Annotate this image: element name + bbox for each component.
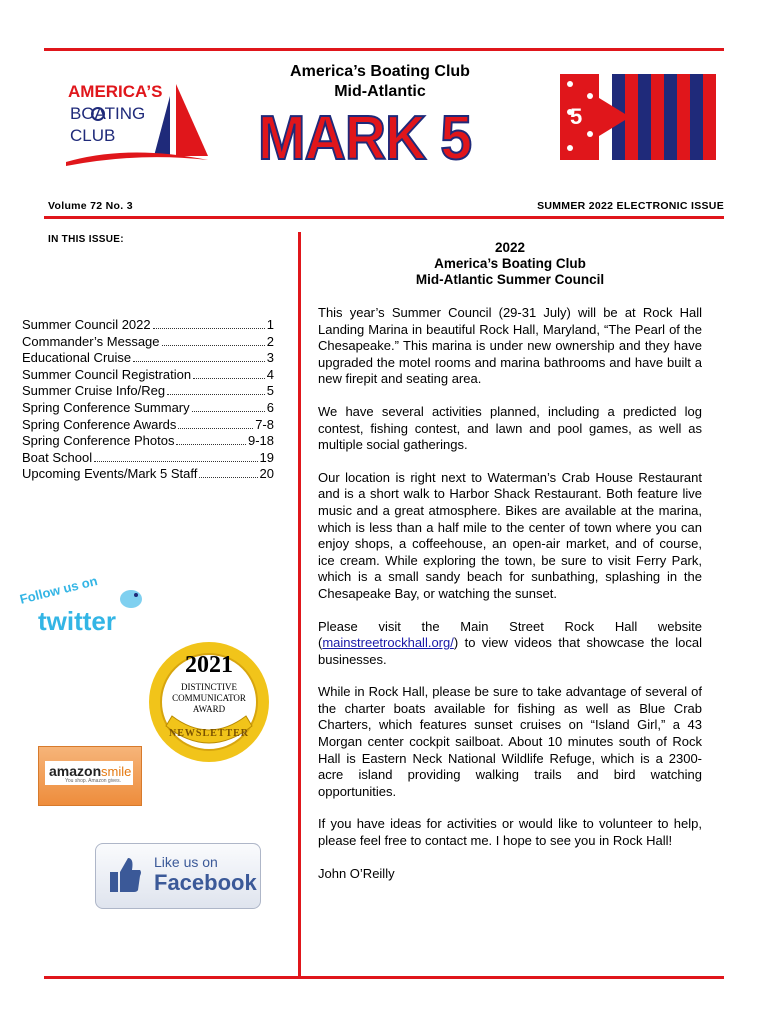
toc-page: 5 [266, 383, 274, 399]
toc-page: 6 [266, 399, 274, 415]
twitter-wordmark: twitter [38, 606, 116, 636]
amazon-wordmark: amazon [49, 763, 102, 779]
toc-title: Boat School [22, 449, 93, 465]
toc-item[interactable] [22, 450, 274, 467]
toc-item[interactable] [22, 400, 274, 417]
award-year: 2021 [185, 652, 233, 678]
paragraph [318, 619, 702, 669]
toc-page: 1 [266, 317, 274, 332]
toc-title: Spring Conference Photos [22, 433, 175, 449]
logo-line3: CLUB [70, 126, 116, 145]
toc-title: Summer Council 2022 [22, 317, 151, 332]
club-logo [58, 74, 228, 174]
toc-page: 4 [266, 366, 274, 382]
bottom-rule [44, 976, 724, 979]
toc-page: 7-8 [255, 416, 274, 432]
toc-item[interactable] [22, 367, 274, 384]
logo-line2: BOATING [70, 104, 146, 123]
toc-leader [153, 328, 265, 329]
award-line3: AWARD [192, 704, 226, 714]
award-line1: DISTINCTIVE [181, 682, 237, 692]
toc-title: Educational Cruise [22, 350, 132, 366]
article-title-line2: America’s Boating Club [434, 256, 586, 271]
toc-leader [199, 477, 257, 478]
twitter-badge[interactable] [18, 573, 148, 636]
toc-page: 9-18 [247, 433, 274, 449]
district-flag [560, 74, 722, 160]
in-this-issue-heading: IN THIS ISSUE: [48, 234, 124, 245]
toc-item[interactable] [22, 433, 274, 450]
toc-page: 19 [259, 449, 274, 465]
org-line1: America’s Boating Club [290, 63, 470, 80]
paragraph: If you have ideas for activities or would like to volunteer to help, please feel free to contact me. I hope to see you in Rock Hall! [318, 816, 702, 849]
award-line2: COMMUNICATOR [172, 693, 246, 703]
toc-item[interactable] [22, 417, 274, 434]
article-title [318, 240, 702, 288]
award-ribbon: NEWSLETTER [168, 728, 250, 739]
toc-leader [133, 361, 265, 362]
paragraph: While in Rock Hall, please be sure to take advantage of several of the charter boats available for fishing as well as Blue Crab Charters, which features sunset cruises on “Island Girl,” a 43 Morgan center cockpit sailboat. About 10 minutes south of Rock Hall is Eastern Neck National Wildlife Refuge, which is a 2300-acre island providing walking trails and bird watching opportunities. [318, 684, 702, 799]
toc-item[interactable] [22, 317, 274, 334]
facebook-like-text: Like us on [154, 854, 218, 870]
toc-page: 2 [266, 333, 274, 349]
facebook-wordmark: Facebook [154, 870, 257, 895]
masthead-title: MARK 5 [258, 104, 472, 173]
rockhall-website-link[interactable]: mainstreetrockhall.org/ [322, 635, 454, 651]
facebook-like-button[interactable] [95, 843, 261, 909]
award-seal [146, 640, 272, 764]
paragraph-text: Please visit the Main Street Rock Hall website ( [318, 618, 702, 651]
toc-item[interactable] [22, 466, 274, 483]
top-rule [44, 48, 724, 51]
toc-title: Summer Cruise Info/Reg [22, 383, 166, 399]
paragraph: Our location is right next to Waterman’s Crab House Restaurant and is a short walk to Harbor Shack Restaurant. Both feature live music and a great atmosphere. Bikes are available at the marina, which is less than a half mile to the center of town where you can enjoy shops, a coffeehouse, an open-air market, and of course, ice cream. While exploring the town, be sure to visit Ferry Park, which is a small sandy beach for sunbathing, splashing in the Chesapeake Bay, or watching the sunset. [318, 469, 702, 601]
table-of-contents [22, 317, 274, 483]
paragraph: This year’s Summer Council (29-31 July) will be at Rock Hall Landing Marina in beautiful Rock Hall, Maryland, “The Pearl of the Chesapeake.” This marina is under new ownership and they have upgraded the motel rooms and marina bathrooms and have built a new firepit and seating area. [318, 305, 702, 387]
toc-leader [94, 461, 257, 462]
toc-title: Summer Council Registration [22, 366, 192, 382]
paragraph: We have several activities planned, including a predicted log contest, fishing contest, and lawn and pool games, as well as multiple social gatherings. [318, 403, 702, 453]
toc-page: 20 [259, 466, 274, 482]
toc-leader [176, 444, 245, 445]
bird-icon [116, 584, 146, 610]
toc-leader [193, 378, 265, 379]
article-body [318, 305, 702, 898]
toc-title: Upcoming Events/Mark 5 Staff [22, 466, 198, 482]
amazon-tagline: You shop. Amazon gives. [65, 778, 121, 784]
toc-leader [167, 394, 265, 395]
toc-item[interactable] [22, 334, 274, 351]
signature: John O’Reilly [318, 865, 395, 881]
volume-label: Volume 72 No. 3 [48, 200, 133, 212]
paragraph-text: ) to view videos that showcase the local businesses. [318, 635, 702, 667]
amazon-logo-panel [45, 761, 133, 785]
amazon-smile-badge[interactable] [38, 746, 142, 806]
toc-item[interactable] [22, 383, 274, 400]
twitter-follow-text: Follow us on [18, 573, 99, 607]
column-divider [298, 232, 301, 976]
toc-title: Commander’s Message [22, 333, 160, 349]
toc-page: 3 [266, 350, 274, 366]
thumbs-up-icon [108, 856, 142, 894]
org-name [230, 62, 530, 102]
amazon-smile-word: smile [101, 764, 132, 779]
flag-number: 5 [570, 104, 583, 129]
logo-line1: AMERICA’S [68, 82, 163, 101]
toc-title: Spring Conference Awards [22, 416, 177, 432]
article-title-line3: Mid-Atlantic Summer Council [415, 272, 605, 287]
article-title-line1: 2022 [494, 240, 526, 255]
toc-leader [192, 411, 265, 412]
issue-label: SUMMER 2022 ELECTRONIC ISSUE [537, 200, 724, 212]
toc-leader [162, 345, 265, 346]
org-line2: Mid-Atlantic [334, 83, 426, 100]
toc-leader [178, 428, 253, 429]
toc-title: Spring Conference Summary [22, 399, 190, 415]
toc-item[interactable] [22, 350, 274, 367]
header-rule [44, 216, 724, 219]
